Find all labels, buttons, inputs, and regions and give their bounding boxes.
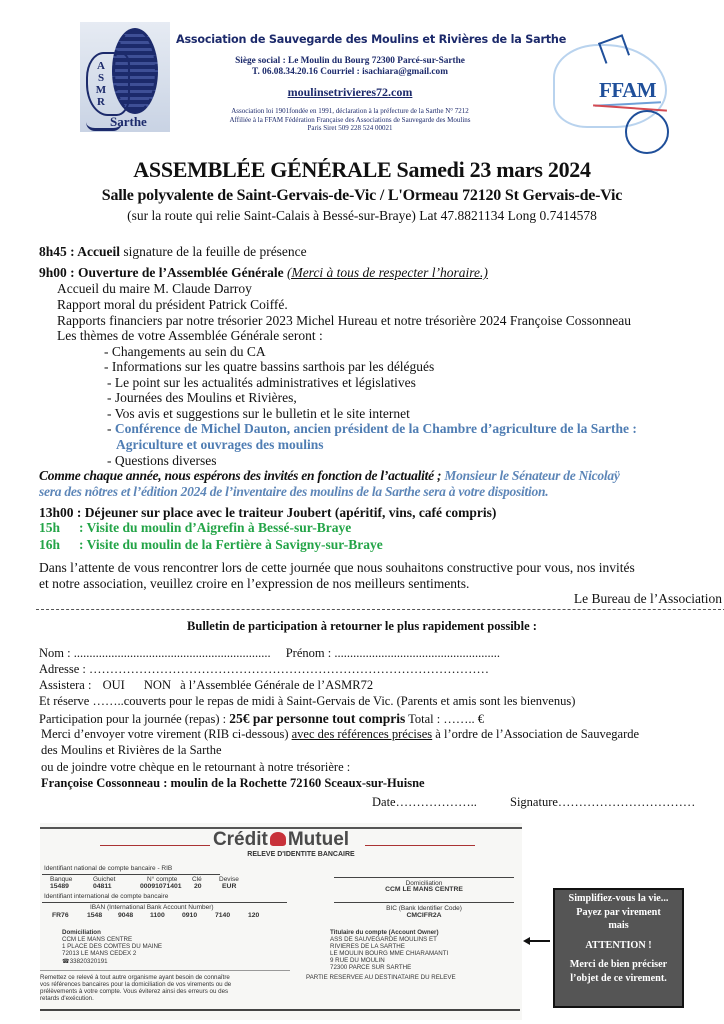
credit-mutuel-icon [270, 832, 286, 846]
rib-compte: 00091071401 [140, 883, 182, 890]
theme-item: - Questions diverses [107, 453, 217, 468]
theme-conference-subtitle: Agriculture et ouvrages des moulins [116, 437, 324, 452]
theme-item: - Vos avis et suggestions sur le bulletin et le site internet [107, 406, 410, 421]
program-item-lunch: 13h00 : Déjeuner sur place avec le traiteur Joubert (apéritif, vins, café compris) [39, 505, 497, 520]
bulletin-title: Bulletin de participation à retourner le plus rapidement possible : [187, 619, 537, 633]
location-note: (sur la route qui relie Saint-Calais à Bessé-sur-Braye) Lat 47.8821134 Long 0.7414578 [127, 208, 597, 223]
date-field[interactable]: Date……………….. [372, 795, 477, 809]
agenda-item: Rapports financiers par notre trésorier 2023 Michel Hureau et notre trésorière 2024 Françoise Cossonneau [57, 313, 631, 328]
legal-info: Association loi 1901fondée en 1991, déclaration à la préfecture de la Sarthe N° 7212 Affiliée à la FFAM Fédération Française des Associations de Sauvegarde des Moulins Paris Siret 509 228 524 00021 [229, 107, 471, 132]
theme-item: - Journées des Moulins et Rivières, [107, 390, 297, 405]
association-name: Association de Sauvegarde des Moulins et Rivières de la Sarthe [176, 33, 567, 46]
payment-instructions-cont: des Moulins et Rivières de la Sarthe [41, 743, 222, 757]
name-row: Nom : ............................................................... Prénom : ..................................................... [39, 646, 500, 660]
reserve-row: Et réserve ……..couverts pour le repas de midi à Saint-Gervais de Vic. (Parents et amis sont les bienvenus) [39, 694, 576, 708]
sarthe-map-outline-icon [86, 52, 130, 116]
cheque-instructions: ou de joindre votre chèque en le retournant à notre trésorière : [41, 760, 351, 774]
program-item-opening: 9h00 : Ouverture de l’Assemblée Générale (Merci à tous de respecter l’horaire.) [39, 265, 488, 280]
rib-banque: 15489 [50, 883, 69, 890]
siege-line: Siège social : Le Moulin du Bourg 72300 Parcé-sur-Sarthe [235, 56, 465, 66]
phone-icon: ☎ [62, 958, 70, 965]
attendance-row: Assistera : OUI NON à l’Assemblée Générale de l’ASMR72 [39, 678, 374, 692]
program-item-visit2: 16h : Visite du moulin de la Fertière à Savigny-sur-Braye [39, 537, 383, 552]
bank-rib-card: Crédit Mutuel RELEVE D'IDENTITE BANCAIRE Identifiant national de compte bancaire - RIB Banque Guichet N° compte Clé Devise 15489 04811 00091071401 20 EUR Domiciliation CCM LE MANS CENTRE Identifiant international de compte bancaire IBAN (International Bank Account Number) FR76 1548 9048 1100 0910 7140 120 BIC (Bank Identifier Code) CMCIFR2A Domiciliation CCM LE MANS CENTRE 1 PLACE DES COMTES DU MAINE 72013 LE MANS CEDEX 2 ☎33820320191 Titulaire du compte (Account Owner) ASS DE SAUVEGARDE MOULINS ET RIVIERES DE LA SARTHE LE MOULIN BOURG MME CHIARAMANTI 9 RUE DU MOULIN 72300 PARCE SUR SARTHE Remettez ce relevé à tout autre organisme ayant besoin de connaître vos références bancaires pour la domiciliation de vos virements ou de prélèvements à votre compte. Vous éviterez ainsi des erreurs ou des retards d'exécution. PARTIE RESERVEE AU DESTINATAIRE DU RELEVE [40, 823, 522, 1020]
headquarters-info [170, 56, 530, 78]
logo-letters: A S M R [95, 60, 107, 108]
closing-signature: Le Bureau de l’Association [573, 591, 722, 606]
contact-line: T. 06.08.34.20.16 Courriel : isachiara@gmail.com [252, 67, 448, 77]
water-wheel-icon [625, 110, 669, 154]
participation-row: Participation pour la journée (repas) : 25€ par personne tout compris Total : …….. € [39, 711, 484, 726]
option-oui[interactable]: OUI [102, 678, 125, 692]
theme-conference: - Conférence de Michel Dauton, ancien président de la Chambre d’agriculture de la Sarthe : [107, 421, 637, 436]
page-title: ASSEMBLÉE GÉNÉRALE Samedi 23 mars 2024 [133, 157, 591, 182]
payment-instructions: Merci d’envoyer votre virement (RIB ci-dessous) avec des références précises à l’ordre de l’Association de Sauvegarde [41, 727, 640, 741]
closing-line: Dans l’attente de vous rencontrer lors de cette journée que nous souhaitons constructive pour vous, nos invités [39, 560, 635, 575]
rib-title: RELEVE D'IDENTITE BANCAIRE [247, 851, 355, 858]
nom-field[interactable]: ............................................................... [73, 646, 271, 660]
agenda-item: Rapport moral du président Patrick Coiffé. [57, 297, 288, 312]
total-field[interactable]: Total : …….. € [405, 712, 484, 726]
theme-item: - Changements au sein du CA [104, 344, 266, 359]
guests-note-cont: sera des nôtres et l’édition 2024 de l’inventaire des moulins de la Sarthe sera à votre disposition. [39, 484, 549, 499]
venue: Salle polyvalente de Saint-Gervais-de-Vic / L'Ormeau 72120 St Gervais-de-Vic [101, 187, 623, 204]
rib-bic: CMCIFR2A [406, 912, 442, 919]
bank-logo: Crédit Mutuel [212, 829, 350, 850]
ffam-logo [545, 22, 710, 132]
closing-line: et notre association, veuillez croire en l’expression de nos meilleurs sentiments. [39, 576, 470, 591]
rib-domiciliation: CCM LE MANS CENTRE [385, 886, 463, 893]
agenda-item: Accueil du maire M. Claude Darroy [57, 281, 252, 296]
logo-caption: Sarthe [110, 114, 147, 129]
rib-cle: 20 [194, 883, 202, 890]
price: 25€ par personne tout compris [229, 711, 406, 726]
rib-devise: EUR [222, 883, 237, 890]
website-link[interactable]: moulinsetrivieres72.com [287, 85, 413, 99]
agenda-item: Les thèmes de votre Assemblée Générale seront : [57, 328, 323, 343]
ffam-text: FFAM [599, 78, 657, 102]
cut-line-divider [36, 609, 724, 610]
branch-phone: ☎33820320191 [62, 958, 108, 965]
adresse-field[interactable]: …………………………………………………………………………………… [89, 662, 489, 676]
arrow-head-icon [523, 937, 530, 945]
signature-field[interactable]: Signature…………………………… [510, 795, 696, 809]
guests-note: Comme chaque année, nous espérons des invités en fonction de l’actualité ; Monsieur le Sénateur de Nicolaÿ [39, 468, 620, 483]
treasurer-address: Françoise Cossonneau : moulin de la Rochette 72160 Sceaux-sur-Huisne [41, 776, 425, 790]
option-non[interactable]: NON [143, 678, 171, 692]
prenom-field[interactable]: ..................................................... [334, 646, 500, 660]
asmr-logo [80, 22, 170, 132]
rib-guichet: 04811 [93, 883, 112, 890]
program-item-visit1: 15h : Visite du moulin d’Aigrefin à Bessé-sur-Braye [39, 520, 352, 535]
payment-callout: Simplifiez-vous la vie... Payez par virement mais ATTENTION ! Merci de bien préciser l’objet de ce virement. [553, 888, 684, 1008]
program-item-welcome: 8h45 : Accueil signature de la feuille de présence [39, 244, 307, 259]
theme-item: - Le point sur les actualités administratives et législatives [107, 375, 416, 390]
theme-item: - Informations sur les quatre bassins sarthois par les délégués [104, 359, 435, 374]
address-row: Adresse : …………………………………………………………………………………… [39, 662, 489, 676]
